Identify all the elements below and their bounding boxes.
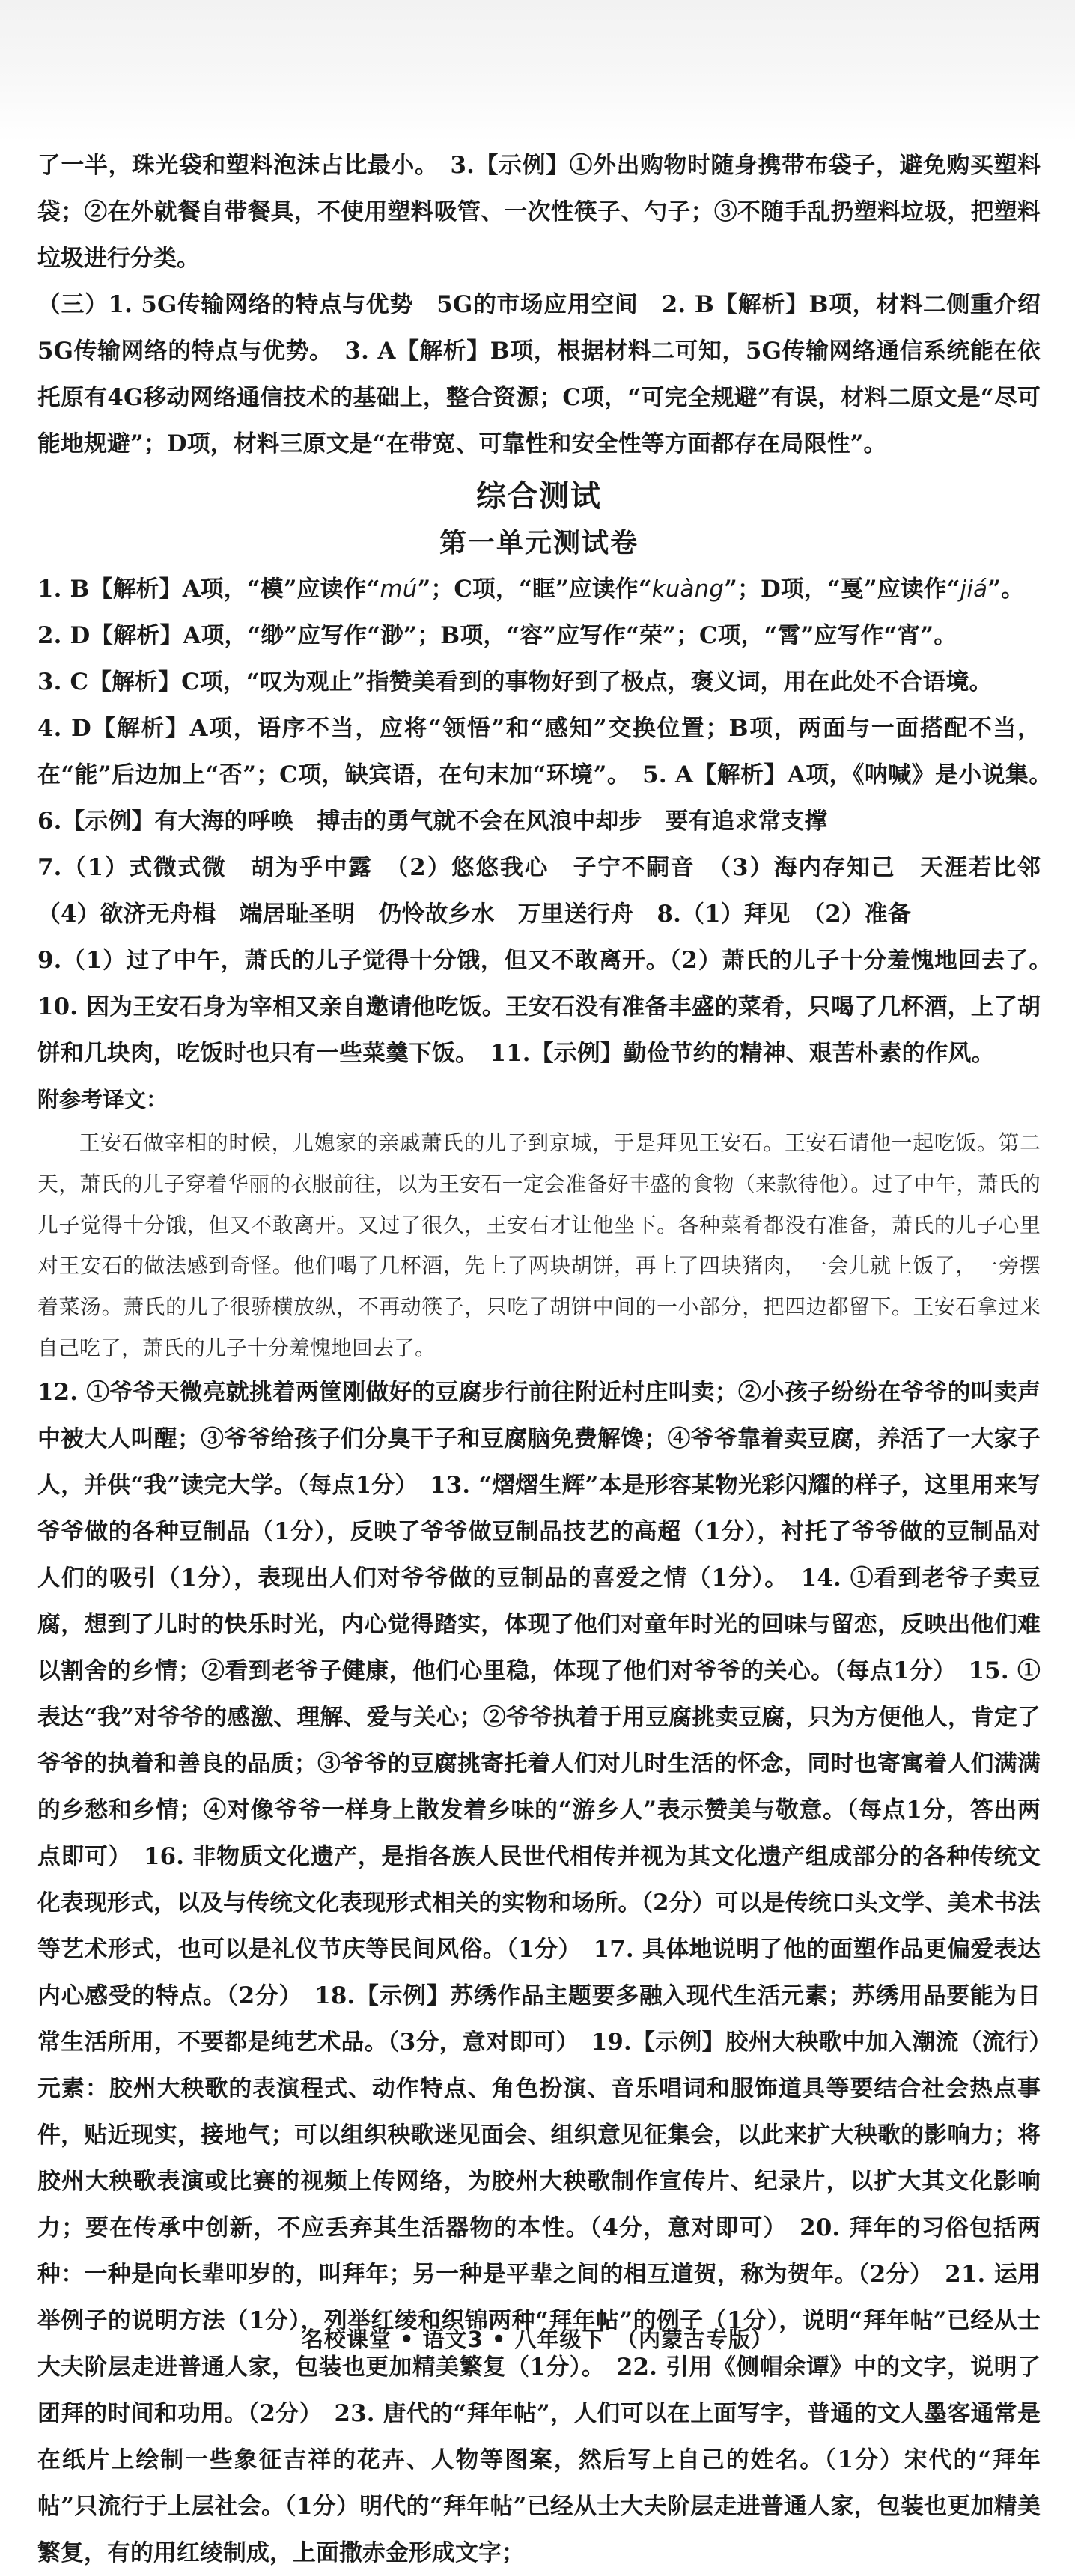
reference-translation: 王安石做宰相的时候，儿媳家的亲戚萧氏的儿子到京城，于是拜见王安石。王安石请他一起吃饭。第二天，萧氏的儿子穿着华丽的衣服前往，以为王安石一定会准备好丰盛的食物（来款待他）。过了中午，萧氏的儿子觉得十分饿，但又不敢离开。又过了很久，王安石才让他坐下。各种菜肴都没有准备，萧氏的儿子心里对王安石的做法感到奇怪。他们喝了几杯酒，先上了两块胡饼，再上了四块猪肉，一会儿就上饭了，一旁摆着菜汤。萧氏的儿子很骄横放纵，不再动筷子，只吃了胡饼中间的一小部分，把四边都留下。王安石拿过来自己吃了，萧氏的儿子十分羞愧地回去了。 bbox=[37, 1130, 1041, 1360]
answer-content bbox=[37, 142, 1064, 2576]
pinyin-3: jiá bbox=[960, 576, 988, 603]
top-shade bbox=[0, 0, 1075, 142]
answer-9-11: 9.（1）过了中午，萧氏的儿子觉得十分饿，但又不敢离开。（2）萧氏的儿子十分羞愧地回去了。 10. 因为王安石身为宰相又亲自邀请他吃饭。王安石没有准备丰盛的菜肴，只喝了几杯酒，上了胡饼和几块肉，吃饭时也只有一些菜羹下饭。 11.【示例】勤俭节约的精神、艰苦朴素的作风。 bbox=[37, 947, 1064, 1067]
answer-7-8: 7.（1）式微式微 胡为乎中露 （2）悠悠我心 子宁不嗣音 （3）海内存知己 天涯若比邻 （4）欲济无舟楫 端居耻圣明 仍怜故乡水 万里送行舟 8.（1）拜见 （2）准备 bbox=[37, 854, 1064, 928]
intro-paragraph-1: 了一半，珠光袋和塑料泡沫占比最小。 3.【示例】①外出购物时随身携带布袋子，避免购买塑料袋；②在外就餐自带餐具，不使用塑料吸管、一次性筷子、勺子；③不随手乱扔塑料垃圾，把塑料垃圾进行分类。 bbox=[37, 152, 1041, 272]
answer-3: 3. C【解析】C项，“叹为观止”指赞美看到的事物好到了极点，褒义词，用在此处不合语境。 bbox=[37, 669, 993, 695]
answer-1 bbox=[37, 566, 1041, 612]
answers-12-23: 12. ①爷爷天微亮就挑着两筐刚做好的豆腐步行前往附近村庄叫卖；②小孩子纷纷在爷爷的叫卖声中被大人叫醒；③爷爷给孩子们分臭干子和豆腐脑免费解馋；④爷爷靠着卖豆腐，养活了一大家子人，并供“我”读完大学。（每点1分） 13. “熠熠生辉”本是形容某物光彩闪耀的样子，这里用来写爷爷做的各种豆制品（1分），反映了爷爷做豆制品技艺的高超（1分），衬托了爷爷做的豆制品对人们的吸引（1分），表现出人们对爷爷做的豆制品的喜爱之情（1分）。 14. ①看到老爷子卖豆腐，想到了儿时的快乐时光，内心觉得踏实，体现了他们对童年时光的回味与留恋，反映出他们难以割舍的乡情；②看到老爷子健康，他们心里稳，体现了他们对爷爷的关心。（每点1分） 15. ①表达“我”对爷爷的感激、理解、爱与关心；②爷爷执着于用豆腐挑卖豆腐，只为方便他人，肯定了爷爷的执着和善良的品质；③爷爷的豆腐挑寄托着人们对儿时生活的怀念，同时也寄寓着人们满满的乡愁和乡情；④对像爷爷一样身上散发着乡味的“游乡人”表示赞美与敬意。（每点1分，答出两点即可） 16. 非物质文化遗产，是指各族人民世代相传并视为其文化遗产组成部分的各种传统文化表现形式，以及与传统文化表现形式相关的实物和场所。（2分）可以是传统口头文学、美术书法等艺术形式，也可以是礼仪节庆等民间风俗。（1分） 17. 具体地说明了他的面塑作品更偏爱表达内心感受的特点。（2分） 18.【示例】苏绣作品主题要多融入现代生活元素；苏绣用品要能为日常生活所用，不要都是纯艺术品。（3分，意对即可） 19.【示例】胶州大秧歌中加入潮流（流行）元素：胶州大秧歌的表演程式、动作特点、角色扮演、音乐唱词和服饰道具等要结合社会热点事件，贴近现实，接地气；可以组织秧歌迷见面会、组织意见征集会，以此来扩大秧歌的影响力；将胶州大秧歌表演或比赛的视频上传网络，为胶州大秧歌制作宣传片、纪录片，以扩大其文化影响力；要在传承中创新，不应丢弃其生活器物的本性。（4分，意对即可） 20. 拜年的习俗包括两种：一种是向长辈叩岁的，叫拜年；另一种是平辈之间的相互道贺，称为贺年。（2分） 21. 运用举例子的说明方法（1分），列举红绫和织锦两种“拜年帖”的例子（1分），说明“拜年帖”已经从士大夫阶层走进普通人家，包装也更加精美繁复（1分）。 22. 引用《侧帽余谭》中的文字，说明了团拜的时间和功用。（2分） 23. 唐代的“拜年帖”，人们可以在上面写字，普通的文人墨客通常是在纸片上绘制一些象征吉祥的花卉、人物等图案，然后写上自己的姓名。（1分）宋代的“拜年帖”只流行于上层社会。（1分）明代的“拜年帖”已经从士大夫阶层走进普通人家，包装也更加精美繁复，有的用红绫制成，上面撒赤金形成文字； bbox=[37, 1378, 1041, 2566]
unit-title: 第一单元测试卷 bbox=[439, 528, 639, 558]
page-footer: 名校课堂 • 语文3 • 八年级下 （内蒙古专版） bbox=[301, 2327, 774, 2352]
intro-paragraph-2: （三）1. 5G传输网络的特点与优势 5G的市场应用空间 2. B【解析】B项，材料二侧重介绍5G传输网络的特点与优势。 3. A【解析】B项，根据材料二可知，5G传输网络通信系统能在依托原有4G移动网络通信技术的基础上，整合资源；C项，“可完全规避”有误，材料二原文是“尽可能地规避”；D项，材料三原文是“在带宽、可靠性和安全性等方面都存在局限性”。 bbox=[37, 291, 1041, 457]
reference-heading: 附参考译文： bbox=[37, 1087, 168, 1112]
answer-1-mid2: ”；D项，“戛”应读作“ bbox=[724, 576, 960, 603]
answer-1-pre: 1. B【解析】A项，“模”应读作“ bbox=[37, 576, 380, 603]
answer-2: 2. D【解析】A项，“缈”应写作“渺”；B项，“容”应写作“荣”；C项，“霄”应写作“宵”。 bbox=[37, 622, 957, 649]
pinyin-1: mú bbox=[380, 576, 418, 603]
answer-1-post: ”。 bbox=[987, 576, 1025, 603]
pinyin-2: kuàng bbox=[651, 576, 725, 603]
answer-1-mid: ”；C项，“眶”应读作“ bbox=[417, 576, 652, 603]
section-title: 综合测试 bbox=[476, 479, 602, 514]
answer-4-6: 4. D【解析】A项，语序不当，应将“领悟”和“感知”交换位置；B项，两面与一面搭配不当，在“能”后边加上“否”；C项，缺宾语，在句末加“环境”。 5. A【解析】A项，《呐喊》是小说集。 6.【示例】有大海的呼唤 搏击的勇气就不会在风浪中却步 要有追求常支撑 bbox=[37, 715, 1064, 835]
